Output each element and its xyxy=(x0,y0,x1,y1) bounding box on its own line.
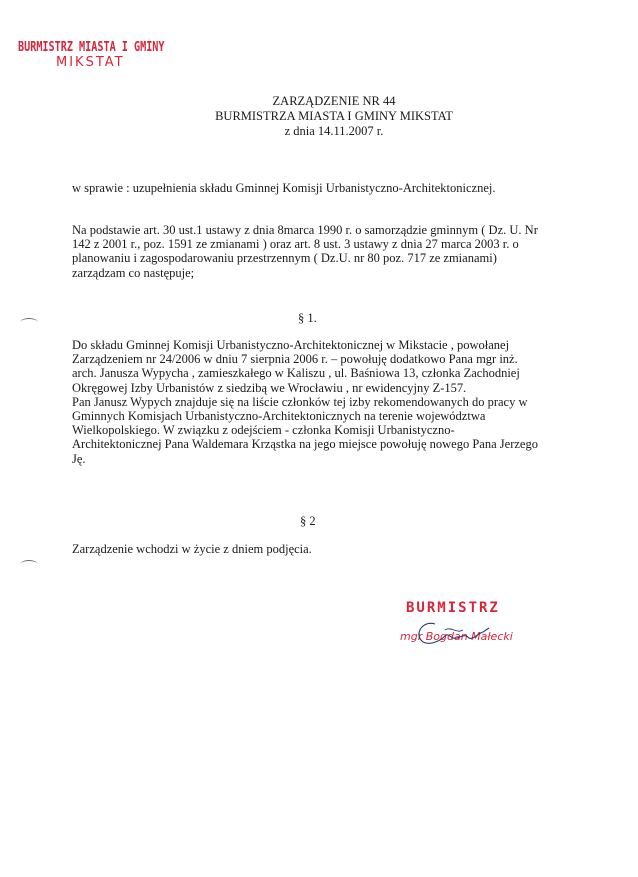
section-1-line: Okręgowej Izby Urbanistów z siedzibą we Wrocławiu , nr ewidencyjny Z-157. xyxy=(72,380,467,395)
handwritten-signature xyxy=(405,612,495,652)
preamble-line: zarządzam co następuje; xyxy=(72,265,195,280)
section-1-line: Pan Janusz Wypych znajduje się na liście członków tej izby rekomendowanych do pracy w xyxy=(72,394,528,409)
preamble-line: Na podstawie art. 30 ust.1 ustawy z dnia 8marca 1990 r. o samorządzie gminnym ( Dz. U. Nr xyxy=(72,223,538,237)
signature-name: mgr Bogdan Małecki xyxy=(400,630,513,643)
section-1-line: Ję. xyxy=(72,451,86,466)
preamble xyxy=(72,223,568,280)
document-heading xyxy=(0,94,638,139)
preamble-line: 142 z 2001 r., poz. 1591 ze zmianami ) oraz art. 8 ust. 3 ustawy z dnia 27 marca 2003 r. o xyxy=(72,237,519,252)
section-1-line: Zarządzeniem nr 24/2006 w dniu 7 sierpnia 2006 r. – powołuję dodatkowo Pana mgr inż. xyxy=(72,352,518,367)
section-1-line: arch. Janusza Wypycha , zamieszkałego w Kaliszu , ul. Baśniowa 13, członka Zachodniej xyxy=(72,366,520,381)
section-1-line: Do składu Gminnej Komisji Urbanistyczno-Architektonicznej w Mikstacie , powołanej xyxy=(72,338,510,352)
section-2-label: § 2 xyxy=(300,514,316,528)
section-1-line: Wielkopolskiego. W związku z odejściem - członka Komisji Urbanistyczno- xyxy=(72,423,455,438)
preamble-line: planowaniu i zagospodarowaniu przestrzennym ( Dz.U. nr 80 poz. 717 ze zmianami) xyxy=(72,251,497,266)
margin-mark xyxy=(20,560,38,569)
document-issuer: BURMISTRZA MIASTA I GMINY MIKSTAT xyxy=(215,109,453,123)
section-1-label: § 1. xyxy=(298,311,317,325)
stamp-line-1: BURMISTRZ MIASTA I GMINY xyxy=(18,40,165,55)
signature-title: BURMISTRZ xyxy=(406,600,500,616)
section-1-line: Gminnych Komisjach Urbanistyczno-Architektonicznych na terenie województwa xyxy=(72,409,486,424)
document-date: z dnia 14.11.2007 r. xyxy=(284,124,384,138)
section-1-body xyxy=(72,338,568,466)
document-subject: w sprawie : uzupełnienia składu Gminnej Komisji Urbanistyczno-Architektonicznej. xyxy=(72,181,496,195)
stamp-line-2: MIKSTAT xyxy=(56,55,125,70)
section-1-line: Architektonicznej Pana Waldemara Krząstka na jego miejsce powołuję nowego Pana Jerzego xyxy=(72,437,538,452)
document-title: ZARZĄDZENIE NR 44 xyxy=(272,94,396,108)
section-2-body: Zarządzenie wchodzi w życie z dniem podjęcia. xyxy=(72,542,312,556)
margin-mark xyxy=(20,318,38,327)
official-stamp xyxy=(18,40,178,70)
